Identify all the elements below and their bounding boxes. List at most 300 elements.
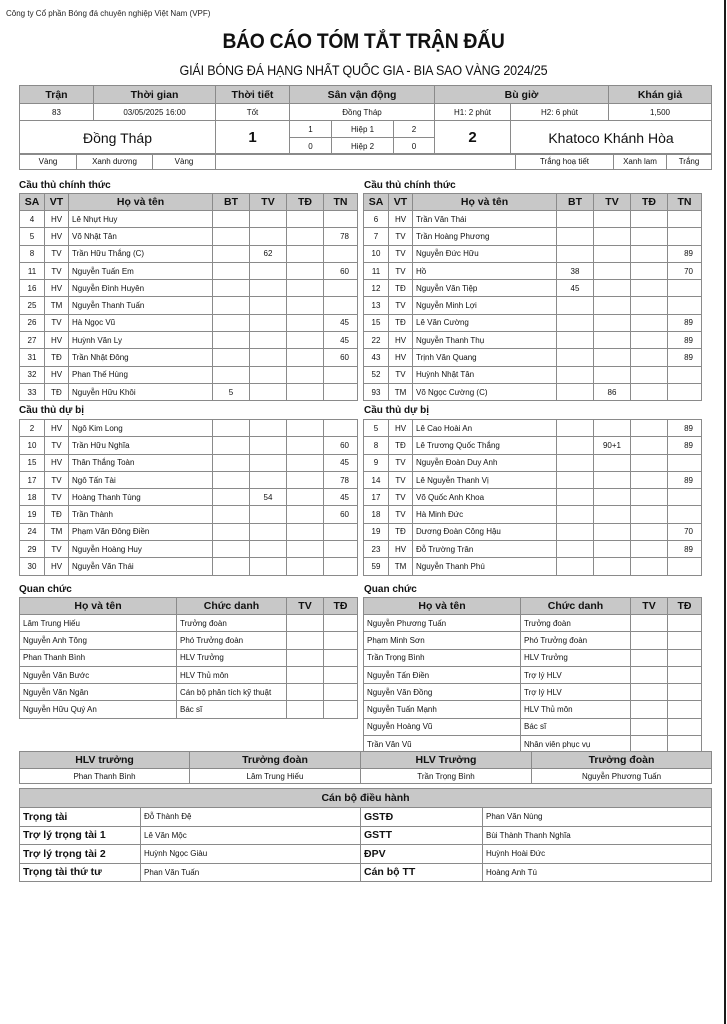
player-name: Nguyễn Thanh Thụ	[413, 332, 557, 349]
yellow-card-minute	[594, 280, 631, 297]
goal-minute	[213, 489, 250, 506]
staff-role: Trợ lý HLV	[521, 684, 631, 701]
red-card-minute	[631, 558, 668, 575]
yellow-card-minute	[250, 211, 287, 228]
player-name: Trần Nhật Đông	[69, 349, 213, 366]
position: TĐ	[45, 383, 69, 400]
goal-minute	[213, 420, 250, 437]
position: HV	[45, 280, 69, 297]
kit-colors-table	[19, 153, 712, 170]
home-starters-title: Cầu thủ chính thức	[19, 180, 111, 191]
player-row	[20, 366, 358, 383]
yellow-card-minute	[250, 506, 287, 523]
player-name: Đỗ Trường Trân	[413, 541, 557, 558]
kit-colors-gap	[216, 154, 516, 170]
goal-minute	[213, 280, 250, 297]
player-row	[20, 332, 358, 349]
red-card-minute	[287, 437, 324, 454]
position: TV	[45, 314, 69, 331]
substitution-minute: 60	[324, 349, 358, 366]
header-vt: VT	[45, 194, 69, 211]
yellow-card-minute	[594, 245, 631, 262]
shirt-number: 8	[20, 245, 45, 262]
player-row	[20, 506, 358, 523]
away-staff-title: Quan chức	[364, 584, 417, 595]
away-staff-table	[363, 597, 702, 753]
red-card-minute	[631, 349, 668, 366]
staff-yellow-card	[287, 701, 324, 718]
head-coaches-table	[19, 751, 712, 784]
official-name: Lê Văn Mộc	[141, 826, 361, 845]
shirt-number: 6	[364, 211, 389, 228]
staff-row	[364, 649, 702, 666]
red-card-minute	[287, 454, 324, 471]
staff-red-card	[668, 684, 702, 701]
goal-minute	[557, 506, 594, 523]
staff-role: Nhân viên phục vụ	[521, 736, 631, 753]
player-name: Nguyễn Thanh Phú	[413, 558, 557, 575]
yellow-card-minute	[250, 332, 287, 349]
official-row	[20, 826, 712, 845]
yellow-card-minute	[250, 523, 287, 540]
away-subs-title: Cầu thủ dự bị	[364, 405, 430, 416]
official-name: Đỗ Thành Đệ	[141, 808, 361, 827]
staff-yellow-card	[631, 684, 668, 701]
goal-minute	[213, 366, 250, 383]
position: TM	[45, 523, 69, 540]
yellow-card-minute: 54	[250, 489, 287, 506]
position: TV	[389, 228, 413, 245]
player-row	[364, 383, 702, 400]
goal-minute	[213, 228, 250, 245]
player-row	[20, 349, 358, 366]
substitution-minute	[668, 454, 702, 471]
half1-home-score: 1	[290, 121, 332, 138]
home-staff-table	[19, 597, 358, 719]
staff-yellow-card	[287, 615, 324, 632]
shirt-number: 29	[20, 541, 45, 558]
substitution-minute: 70	[668, 262, 702, 279]
red-card-minute	[631, 228, 668, 245]
shirt-number: 52	[364, 366, 389, 383]
red-card-minute	[287, 245, 324, 262]
staff-red-card	[324, 649, 358, 666]
substitution-minute	[324, 280, 358, 297]
position: HV	[389, 211, 413, 228]
yellow-card-minute	[250, 228, 287, 245]
shirt-number: 12	[364, 280, 389, 297]
player-row	[20, 228, 358, 245]
substitution-minute: 89	[668, 245, 702, 262]
staff-row	[20, 649, 358, 666]
red-card-minute	[287, 471, 324, 488]
player-name: Nguyễn Văn Thái	[69, 558, 213, 575]
yellow-card-minute	[250, 420, 287, 437]
shirt-number: 22	[364, 332, 389, 349]
shirt-number: 18	[364, 506, 389, 523]
position: TĐ	[389, 280, 413, 297]
staff-row	[364, 684, 702, 701]
staff-role: HLV Thủ môn	[177, 666, 287, 683]
official-name: Huỳnh Hoài Đức	[483, 845, 712, 864]
red-card-minute	[287, 366, 324, 383]
substitution-minute: 45	[324, 454, 358, 471]
position: HV	[389, 349, 413, 366]
player-name: Nguyễn Minh Lợi	[413, 297, 557, 314]
player-row	[20, 471, 358, 488]
shirt-number: 5	[364, 420, 389, 437]
substitution-minute	[668, 297, 702, 314]
red-card-minute	[287, 262, 324, 279]
goal-minute: 38	[557, 262, 594, 279]
substitution-minute	[324, 366, 358, 383]
position: TV	[389, 366, 413, 383]
goal-minute	[557, 489, 594, 506]
substitution-minute	[668, 280, 702, 297]
red-card-minute	[631, 420, 668, 437]
yellow-card-minute	[594, 211, 631, 228]
yellow-card-minute	[250, 349, 287, 366]
staff-role: HLV Trưởng	[521, 649, 631, 666]
match-officials-table	[19, 788, 712, 882]
yellow-card-minute	[250, 366, 287, 383]
official-row	[20, 863, 712, 882]
goal-minute	[557, 437, 594, 454]
player-row	[364, 297, 702, 314]
position: TĐ	[45, 349, 69, 366]
staff-row	[20, 701, 358, 718]
home-head-coach: Phan Thanh Bình	[20, 769, 190, 784]
header-match-no: Trận	[20, 86, 94, 104]
header-tv: TV	[631, 598, 668, 615]
header-attendance: Khán giả	[609, 86, 712, 104]
player-name: Huỳnh Văn Ly	[69, 332, 213, 349]
red-card-minute	[287, 541, 324, 558]
match-datetime: 03/05/2025 16:00	[94, 104, 216, 121]
shirt-number: 14	[364, 471, 389, 488]
official-name: Huỳnh Ngọc Giàu	[141, 845, 361, 864]
shirt-number: 26	[20, 314, 45, 331]
yellow-card-minute	[594, 332, 631, 349]
red-card-minute	[287, 228, 324, 245]
player-name: Võ Ngọc Cường (C)	[413, 383, 557, 400]
goal-minute	[557, 471, 594, 488]
shirt-number: 23	[364, 541, 389, 558]
staff-table-header	[364, 598, 702, 615]
shirt-number: 10	[364, 245, 389, 262]
player-row	[364, 506, 702, 523]
substitution-minute	[324, 523, 358, 540]
staff-red-card	[324, 632, 358, 649]
yellow-card-minute	[594, 523, 631, 540]
away-subs-table	[363, 419, 702, 576]
substitution-minute	[668, 383, 702, 400]
staff-row	[364, 701, 702, 718]
red-card-minute	[631, 437, 668, 454]
staff-row	[20, 632, 358, 649]
player-row	[364, 349, 702, 366]
yellow-card-minute	[594, 314, 631, 331]
header-sa: SA	[364, 194, 389, 211]
goal-minute	[557, 366, 594, 383]
away-kit-color-socks: Trắng	[667, 154, 712, 170]
header-tv: TV	[287, 598, 324, 615]
match-stadium: Đồng Tháp	[290, 104, 435, 121]
red-card-minute	[631, 541, 668, 558]
player-row	[20, 489, 358, 506]
page-edge	[724, 0, 726, 1024]
shirt-number: 15	[20, 454, 45, 471]
player-row	[364, 262, 702, 279]
substitution-minute	[668, 366, 702, 383]
position: HV	[45, 332, 69, 349]
header-datetime: Thời gian	[94, 86, 216, 104]
staff-name: Trần Trọng Bình	[364, 649, 521, 666]
red-card-minute	[287, 349, 324, 366]
substitution-minute	[324, 541, 358, 558]
red-card-minute	[631, 332, 668, 349]
player-name: Trần Hữu Thắng (C)	[69, 245, 213, 262]
position: TV	[389, 297, 413, 314]
staff-yellow-card	[631, 666, 668, 683]
staff-name: Trần Văn Vũ	[364, 736, 521, 753]
official-row	[20, 808, 712, 827]
player-name: Dương Đoàn Công Hậu	[413, 523, 557, 540]
match-summary-table	[19, 85, 712, 155]
staff-role: Trưởng đoàn	[177, 615, 287, 632]
staff-name: Nguyễn Văn Bước	[20, 666, 177, 683]
goal-minute	[213, 211, 250, 228]
player-name: Lê Văn Cường	[413, 314, 557, 331]
home-team-leader: Lâm Trung Hiếu	[190, 769, 361, 784]
red-card-minute	[631, 523, 668, 540]
shirt-number: 43	[364, 349, 389, 366]
header-td: TĐ	[631, 194, 668, 211]
red-card-minute	[631, 471, 668, 488]
goal-minute	[213, 558, 250, 575]
staff-role: Phó Trưởng đoàn	[521, 632, 631, 649]
away-team-leader: Nguyễn Phương Tuấn	[532, 769, 712, 784]
substitution-minute: 89	[668, 332, 702, 349]
yellow-card-minute	[250, 314, 287, 331]
staff-name: Nguyễn Hoàng Vũ	[364, 718, 521, 735]
player-row	[20, 245, 358, 262]
player-row	[364, 314, 702, 331]
yellow-card-minute	[250, 558, 287, 575]
shirt-number: 10	[20, 437, 45, 454]
player-name: Huỳnh Nhật Tân	[413, 366, 557, 383]
player-row	[364, 558, 702, 575]
official-role: Trọng tài thứ tư	[20, 863, 141, 882]
red-card-minute	[631, 262, 668, 279]
staff-red-card	[668, 718, 702, 735]
substitution-minute: 60	[324, 262, 358, 279]
shirt-number: 32	[20, 366, 45, 383]
staff-yellow-card	[631, 632, 668, 649]
yellow-card-minute	[594, 489, 631, 506]
official-name: Phan Văn Tuấn	[141, 863, 361, 882]
match-no: 83	[20, 104, 94, 121]
player-name: Nguyễn Văn Tiệp	[413, 280, 557, 297]
away-starters-title: Cầu thủ chính thức	[364, 180, 456, 191]
player-name: Trần Hữu Nghĩa	[69, 437, 213, 454]
red-card-minute	[631, 297, 668, 314]
yellow-card-minute	[250, 262, 287, 279]
staff-name: Nguyễn Tuấn Mạnh	[364, 701, 521, 718]
substitution-minute	[668, 506, 702, 523]
player-name: Lê Cao Hoài An	[413, 420, 557, 437]
goal-minute	[557, 420, 594, 437]
staff-red-card	[668, 701, 702, 718]
player-row	[20, 211, 358, 228]
position: TV	[389, 245, 413, 262]
player-name: Nguyễn Hoàng Huy	[69, 541, 213, 558]
header-tv: TV	[594, 194, 631, 211]
player-name: Võ Quốc Anh Khoa	[413, 489, 557, 506]
red-card-minute	[287, 332, 324, 349]
shirt-number: 18	[20, 489, 45, 506]
position: TĐ	[389, 523, 413, 540]
official-row	[20, 845, 712, 864]
player-name: Hà Minh Đức	[413, 506, 557, 523]
official-role: Trợ lý trọng tài 2	[20, 845, 141, 864]
position: TV	[389, 506, 413, 523]
shirt-number: 27	[20, 332, 45, 349]
player-name: Phạm Văn Đông Điền	[69, 523, 213, 540]
half2-home-score: 0	[290, 138, 332, 155]
yellow-card-minute: 86	[594, 383, 631, 400]
staff-red-card	[668, 615, 702, 632]
red-card-minute	[287, 383, 324, 400]
goal-minute	[213, 314, 250, 331]
yellow-card-minute	[250, 437, 287, 454]
player-row	[364, 471, 702, 488]
shirt-number: 17	[20, 471, 45, 488]
player-name: Võ Nhật Tân	[69, 228, 213, 245]
player-row	[20, 558, 358, 575]
red-card-minute	[287, 506, 324, 523]
player-row	[364, 228, 702, 245]
player-name: Lê Nguyễn Thanh Vị	[413, 471, 557, 488]
official-role: GSTT	[361, 826, 483, 845]
staff-yellow-card	[287, 666, 324, 683]
player-name: Phan Thế Hùng	[69, 366, 213, 383]
player-row	[364, 454, 702, 471]
home-kit-color-shorts: Xanh dương	[77, 154, 153, 170]
staff-role: Trợ lý HLV	[521, 666, 631, 683]
staff-red-card	[324, 701, 358, 718]
substitution-minute: 78	[324, 228, 358, 245]
yellow-card-minute	[250, 280, 287, 297]
header-td: TĐ	[324, 598, 358, 615]
position: HV	[45, 454, 69, 471]
shirt-number: 19	[20, 506, 45, 523]
home-subs-title: Cầu thủ dự bị	[19, 405, 85, 416]
header-tv: TV	[250, 194, 287, 211]
yellow-card-minute	[594, 558, 631, 575]
staff-row	[20, 666, 358, 683]
home-kit-color-socks: Vàng	[153, 154, 216, 170]
official-role: ĐPV	[361, 845, 483, 864]
report-title: BÁO CÁO TÓM TẮT TRẬN ĐẤU	[222, 30, 505, 53]
yellow-card-minute	[250, 471, 287, 488]
goal-minute	[213, 454, 250, 471]
position: HV	[389, 541, 413, 558]
player-row	[364, 280, 702, 297]
red-card-minute	[631, 506, 668, 523]
player-row	[364, 523, 702, 540]
away-score: 2	[435, 121, 511, 155]
stoppage-h2: H2: 6 phút	[511, 104, 609, 121]
company-name: Công ty Cổ phần Bóng đá chuyên nghiệp Việt Nam (VPF)	[6, 9, 211, 18]
home-kit-color-shirt: Vàng	[20, 154, 77, 170]
substitution-minute: 45	[324, 489, 358, 506]
yellow-card-minute	[594, 366, 631, 383]
shirt-number: 5	[20, 228, 45, 245]
goal-minute	[557, 332, 594, 349]
substitution-minute: 70	[668, 523, 702, 540]
header-td: TĐ	[668, 598, 702, 615]
position: TV	[389, 454, 413, 471]
substitution-minute: 89	[668, 541, 702, 558]
goal-minute	[213, 245, 250, 262]
player-name: Hà Ngọc Vũ	[69, 314, 213, 331]
goal-minute	[213, 541, 250, 558]
player-row	[20, 297, 358, 314]
header-tn: TN	[668, 194, 702, 211]
substitution-minute	[324, 420, 358, 437]
substitution-minute	[668, 558, 702, 575]
player-row	[364, 211, 702, 228]
player-row	[20, 280, 358, 297]
staff-row	[20, 615, 358, 632]
player-row	[364, 489, 702, 506]
staff-role: Cán bộ phân tích kỹ thuật	[177, 684, 287, 701]
yellow-card-minute	[594, 262, 631, 279]
goal-minute	[213, 332, 250, 349]
official-role: Trợ lý trọng tài 1	[20, 826, 141, 845]
staff-role: Phó Trưởng đoàn	[177, 632, 287, 649]
player-name: Nguyễn Thanh Tuấn	[69, 297, 213, 314]
substitution-minute	[324, 297, 358, 314]
staff-table-header	[20, 598, 358, 615]
red-card-minute	[287, 297, 324, 314]
header-bt: BT	[213, 194, 250, 211]
staff-red-card	[668, 666, 702, 683]
header-td: TĐ	[287, 194, 324, 211]
shirt-number: 17	[364, 489, 389, 506]
player-name: Hồ	[413, 262, 557, 279]
staff-yellow-card	[631, 649, 668, 666]
shirt-number: 2	[20, 420, 45, 437]
red-card-minute	[631, 489, 668, 506]
player-name: Thân Thắng Toàn	[69, 454, 213, 471]
red-card-minute	[631, 280, 668, 297]
red-card-minute	[631, 211, 668, 228]
red-card-minute	[631, 314, 668, 331]
half2-label: Hiệp 2	[332, 138, 394, 155]
shirt-number: 9	[364, 454, 389, 471]
red-card-minute	[631, 366, 668, 383]
player-name: Hoàng Thanh Tùng	[69, 489, 213, 506]
player-name: Ngô Tấn Tài	[69, 471, 213, 488]
staff-role: HLV Thủ môn	[521, 701, 631, 718]
header-sa: SA	[20, 194, 45, 211]
header-stadium: Sân vận động	[290, 86, 435, 104]
player-name: Lê Trương Quốc Thắng	[413, 437, 557, 454]
shirt-number: 8	[364, 437, 389, 454]
home-team-name: Đồng Tháp	[20, 121, 216, 155]
